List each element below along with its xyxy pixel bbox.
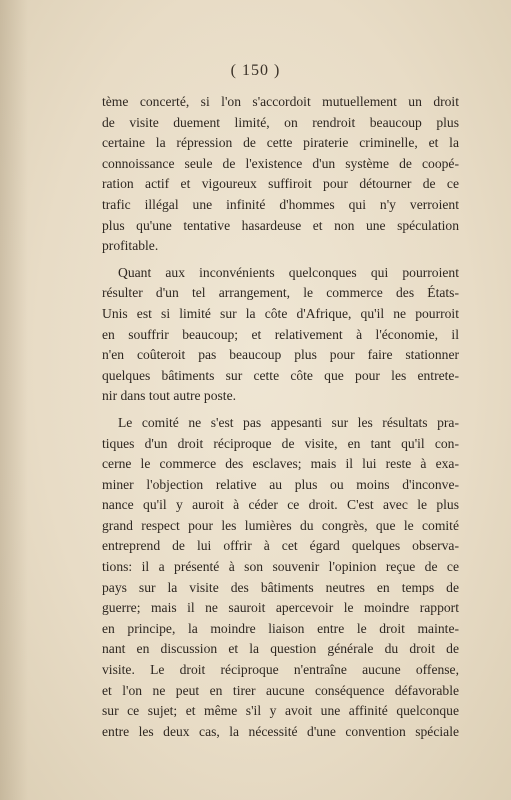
binding-shadow [0,0,28,800]
text-line: grand respect pour les lumières du congrès, que le comité [102,517,459,533]
text-line: plus qu'une tentative hasardeuse et non une spéculation [102,217,459,233]
text-line: miner l'objection relative au plus ou moins d'inconve- [102,476,459,492]
text-line: sur ce sujet; et même s'il y avoit une affinité quelconque [102,703,459,719]
text-line: Quant aux inconvénients quelconques qui pourroient [118,264,459,280]
text-line: entre les deux cas, la nécessité d'une convention spéciale [102,723,459,739]
text-line: et l'on ne peut en tirer aucune conséquence défavorable [102,682,459,698]
text-line: quelques bâtiments sur cette côte que pour les entrete- [102,367,459,383]
text-line: en souffrir beaucoup; et relativement à l'économie, il [102,326,459,342]
paragraph-1 [102,92,459,257]
paragraph-2 [102,263,459,407]
text-line: entreprend de lui offrir à cet égard quelques observa- [102,538,459,554]
text-line: certaine la répression de cette piraterie criminelle, et la [102,135,459,151]
text-line: guerre; mais il ne sauroit apercevoir le moindre rapport [102,600,459,616]
text-line: ration actif et vigoureux suffiroit pour détourner de ce [102,176,459,192]
body-text [102,92,459,742]
text-line: pays sur la visite des bâtiments neutres en temps de [102,579,459,595]
text-line: visite. Le droit réciproque n'entraîne aucune offense, [102,662,459,678]
text-line: nant en discussion et la question générale du droit de [102,641,459,657]
page-number: ( 150 ) [230,62,281,79]
text-line: tions: il a présenté à son souvenir l'opinion reçue de ce [102,559,459,575]
text-line: de visite duement limité, on rendroit beaucoup plus [102,114,459,130]
text-line: profitable. [102,238,159,254]
text-line: résulter d'un tel arrangement, le commerce des États- [102,285,459,301]
text-line: n'en coûteroit pas beaucoup plus pour faire stationner [102,347,459,363]
text-line: cerne le commerce des esclaves; mais il lui reste à exa- [102,456,459,472]
text-line: trafic illégal une infinité d'hommes qui n'y verroient [102,196,459,212]
text-line: tème concerté, si l'on s'accordoit mutuellement un droit [102,94,459,109]
paragraph-3 [102,413,459,743]
text-line: connoissance seule de l'existence d'un système de coopé- [102,155,459,171]
text-line: Le comité ne s'est pas appesanti sur les résultats pra- [118,414,459,430]
text-line: nir dans tout autre poste. [102,388,237,404]
text-line: en principe, la moindre liaison entre le droit mainte- [102,620,459,636]
text-line: tiques d'un droit réciproque de visite, en tant qu'il con- [102,435,459,451]
text-line: nance qu'il y auroit à céder ce droit. C'est avec le plus [102,497,459,513]
text-line: Unis est si limité sur la côte d'Afrique, qu'il ne pourroit [102,305,459,321]
